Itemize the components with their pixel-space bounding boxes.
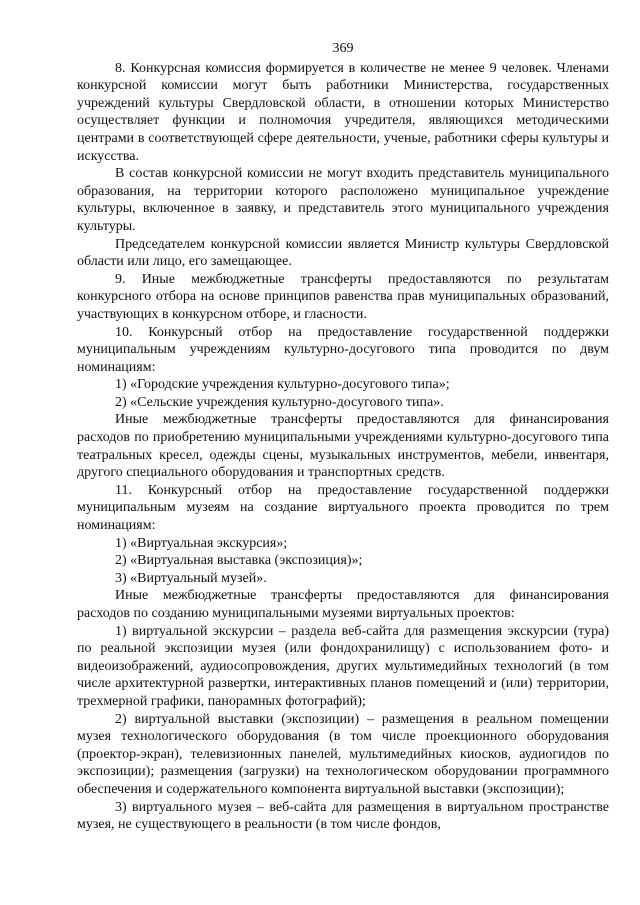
list-item-virtual-exhibition: 2) «Виртуальная выставка (экспозиция)»; xyxy=(115,553,363,569)
paragraph-8-commission: 8. Конкурсная комиссия формируется в количестве не менее 9 человек. Членами конкурсной комиссии могут быть работники Министерства, государственных учреждений культуры Свердловской области, в отношении которых Министерство осуществляет функции и полномочия учредителя, являющихся методическими центрами в соответствующей сфере деятельности, ученые, работники сферы культуры и искусства. xyxy=(77,60,609,164)
list-item-urban-institutions: 1) «Городские учреждения культурно-досугового типа»; xyxy=(115,377,450,393)
definition-virtual-tour: 1) виртуальной экскурсии – раздела веб-сайта для размещения экскурсии (тура) по реальной экспозиции музея (или фондохранилищу) с использованием фото- и видеоизображений, аудиосопровождения, других мультимедийных технологий (в том числе архитектурной развертки, интерактивных планов помещений и (или) территории, трехмерной графики, панорамных фотографий); xyxy=(77,623,609,709)
list-item-virtual-museum: 3) «Виртуальный музей». xyxy=(115,570,267,586)
document-page xyxy=(77,40,609,834)
paragraph-museum-funding: Иные межбюджетные трансферты предоставляются для финансирования расходов по созданию муниципальными музеями виртуальных проектов: xyxy=(77,588,609,621)
list-item-virtual-tour: 1) «Виртуальная экскурсия»; xyxy=(115,535,288,551)
paragraph-9-transfers: 9. Иные межбюджетные трансферты предоставляются по результатам конкурсного отбора на основе принципов равенства прав муниципальных образований, участвующих в конкурсном отборе, и гласности. xyxy=(77,271,609,322)
definition-virtual-museum: 3) виртуального музея – веб-сайта для размещения в виртуальном пространстве музея, не существующего в реальности (в том числе фондов, xyxy=(77,799,609,833)
definition-virtual-exhibition: 2) виртуальной выставки (экспозиции) – размещения в реальном помещении музея технологического оборудования (в том числе проекционного оборудования (проектор-экран), телевизионных панелей, мультимедийных киосков, аудиогидов по экспозиции); размещения (загрузки) на технологическом оборудовании программного обеспечения и содержательного компонента виртуальной выставки (экспозиции); xyxy=(77,711,609,797)
paragraph-11-museums: 11. Конкурсный отбор на предоставление государственной поддержки муниципальным музеям на создание виртуального проекта проводится по трем номинациям: xyxy=(77,482,609,534)
page-number: 369 xyxy=(332,41,354,56)
list-item-rural-institutions: 2) «Сельские учреждения культурно-досугового типа». xyxy=(115,394,444,410)
paragraph-chairman: Председателем конкурсной комиссии является Министр культуры Свердловской области или лицо, его замещающее. xyxy=(77,236,609,270)
paragraph-leisure-funding: Иные межбюджетные трансферты предоставляются для финансирования расходов по приобретению муниципальными учреждениями культурно-досугового типа театральных кресел, одежды сцены, музыкальных инструментов, мебели, инвентаря, другого специального оборудования и транспортных средств. xyxy=(77,412,609,481)
paragraph-10-selection: 10. Конкурсный отбор на предоставление государственной поддержки муниципальным учреждениям культурно-досугового типа проводится по двум номинациям: xyxy=(77,324,609,375)
paragraph-commission-exclusions: В состав конкурсной комиссии не могут входить представитель муниципального образования, на территории которого расположено муниципальное учреждение культуры, включенное в заявку, и представитель этого муниципального учреждения культуры. xyxy=(77,166,609,234)
